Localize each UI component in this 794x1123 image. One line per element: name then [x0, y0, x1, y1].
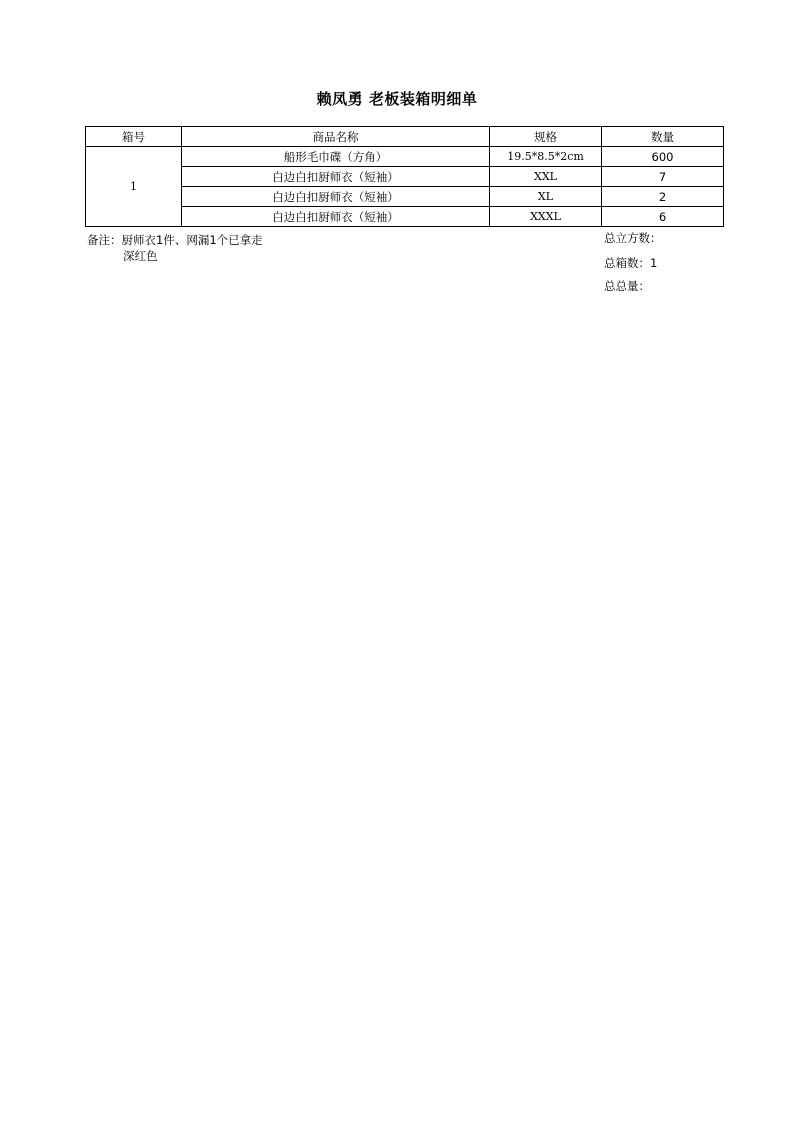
table-row: [86, 167, 724, 187]
total-volume: 总立方数：: [604, 231, 662, 245]
total-boxes: 总箱数：1: [604, 256, 658, 270]
header-spec: 规格: [490, 127, 602, 147]
page-title: 赖凤勇 老板装箱明细单: [316, 90, 478, 108]
packing-table: [85, 126, 724, 227]
table-header-row: [86, 127, 724, 147]
remarks-line-1: 备注：厨师衣1件、网漏1个已拿走: [87, 233, 263, 247]
total-weight: 总总量：: [604, 279, 650, 293]
product-name-cell: 白边白扣厨师衣（短袖）: [182, 207, 490, 227]
spec-cell: 19.5*8.5*2cm: [490, 147, 602, 167]
box-number-cell: 1: [86, 147, 182, 227]
product-name-cell: 船形毛巾碟（方角）: [182, 147, 490, 167]
table-row: [86, 147, 724, 167]
header-product-name: 商品名称: [182, 127, 490, 147]
quantity-cell: 6: [602, 207, 724, 227]
spec-cell: XL: [490, 187, 602, 207]
remarks-line-2: 深红色: [123, 249, 158, 263]
quantity-cell: 7: [602, 167, 724, 187]
table-row: [86, 207, 724, 227]
quantity-cell: 2: [602, 187, 724, 207]
product-name-cell: 白边白扣厨师衣（短袖）: [182, 167, 490, 187]
header-quantity: 数量: [602, 127, 724, 147]
quantity-cell: 600: [602, 147, 724, 167]
table-row: [86, 187, 724, 207]
remarks: [87, 232, 263, 264]
header-box-no: 箱号: [86, 127, 182, 147]
spec-cell: XXL: [490, 167, 602, 187]
product-name-cell: 白边白扣厨师衣（短袖）: [182, 187, 490, 207]
spec-cell: XXXL: [490, 207, 602, 227]
